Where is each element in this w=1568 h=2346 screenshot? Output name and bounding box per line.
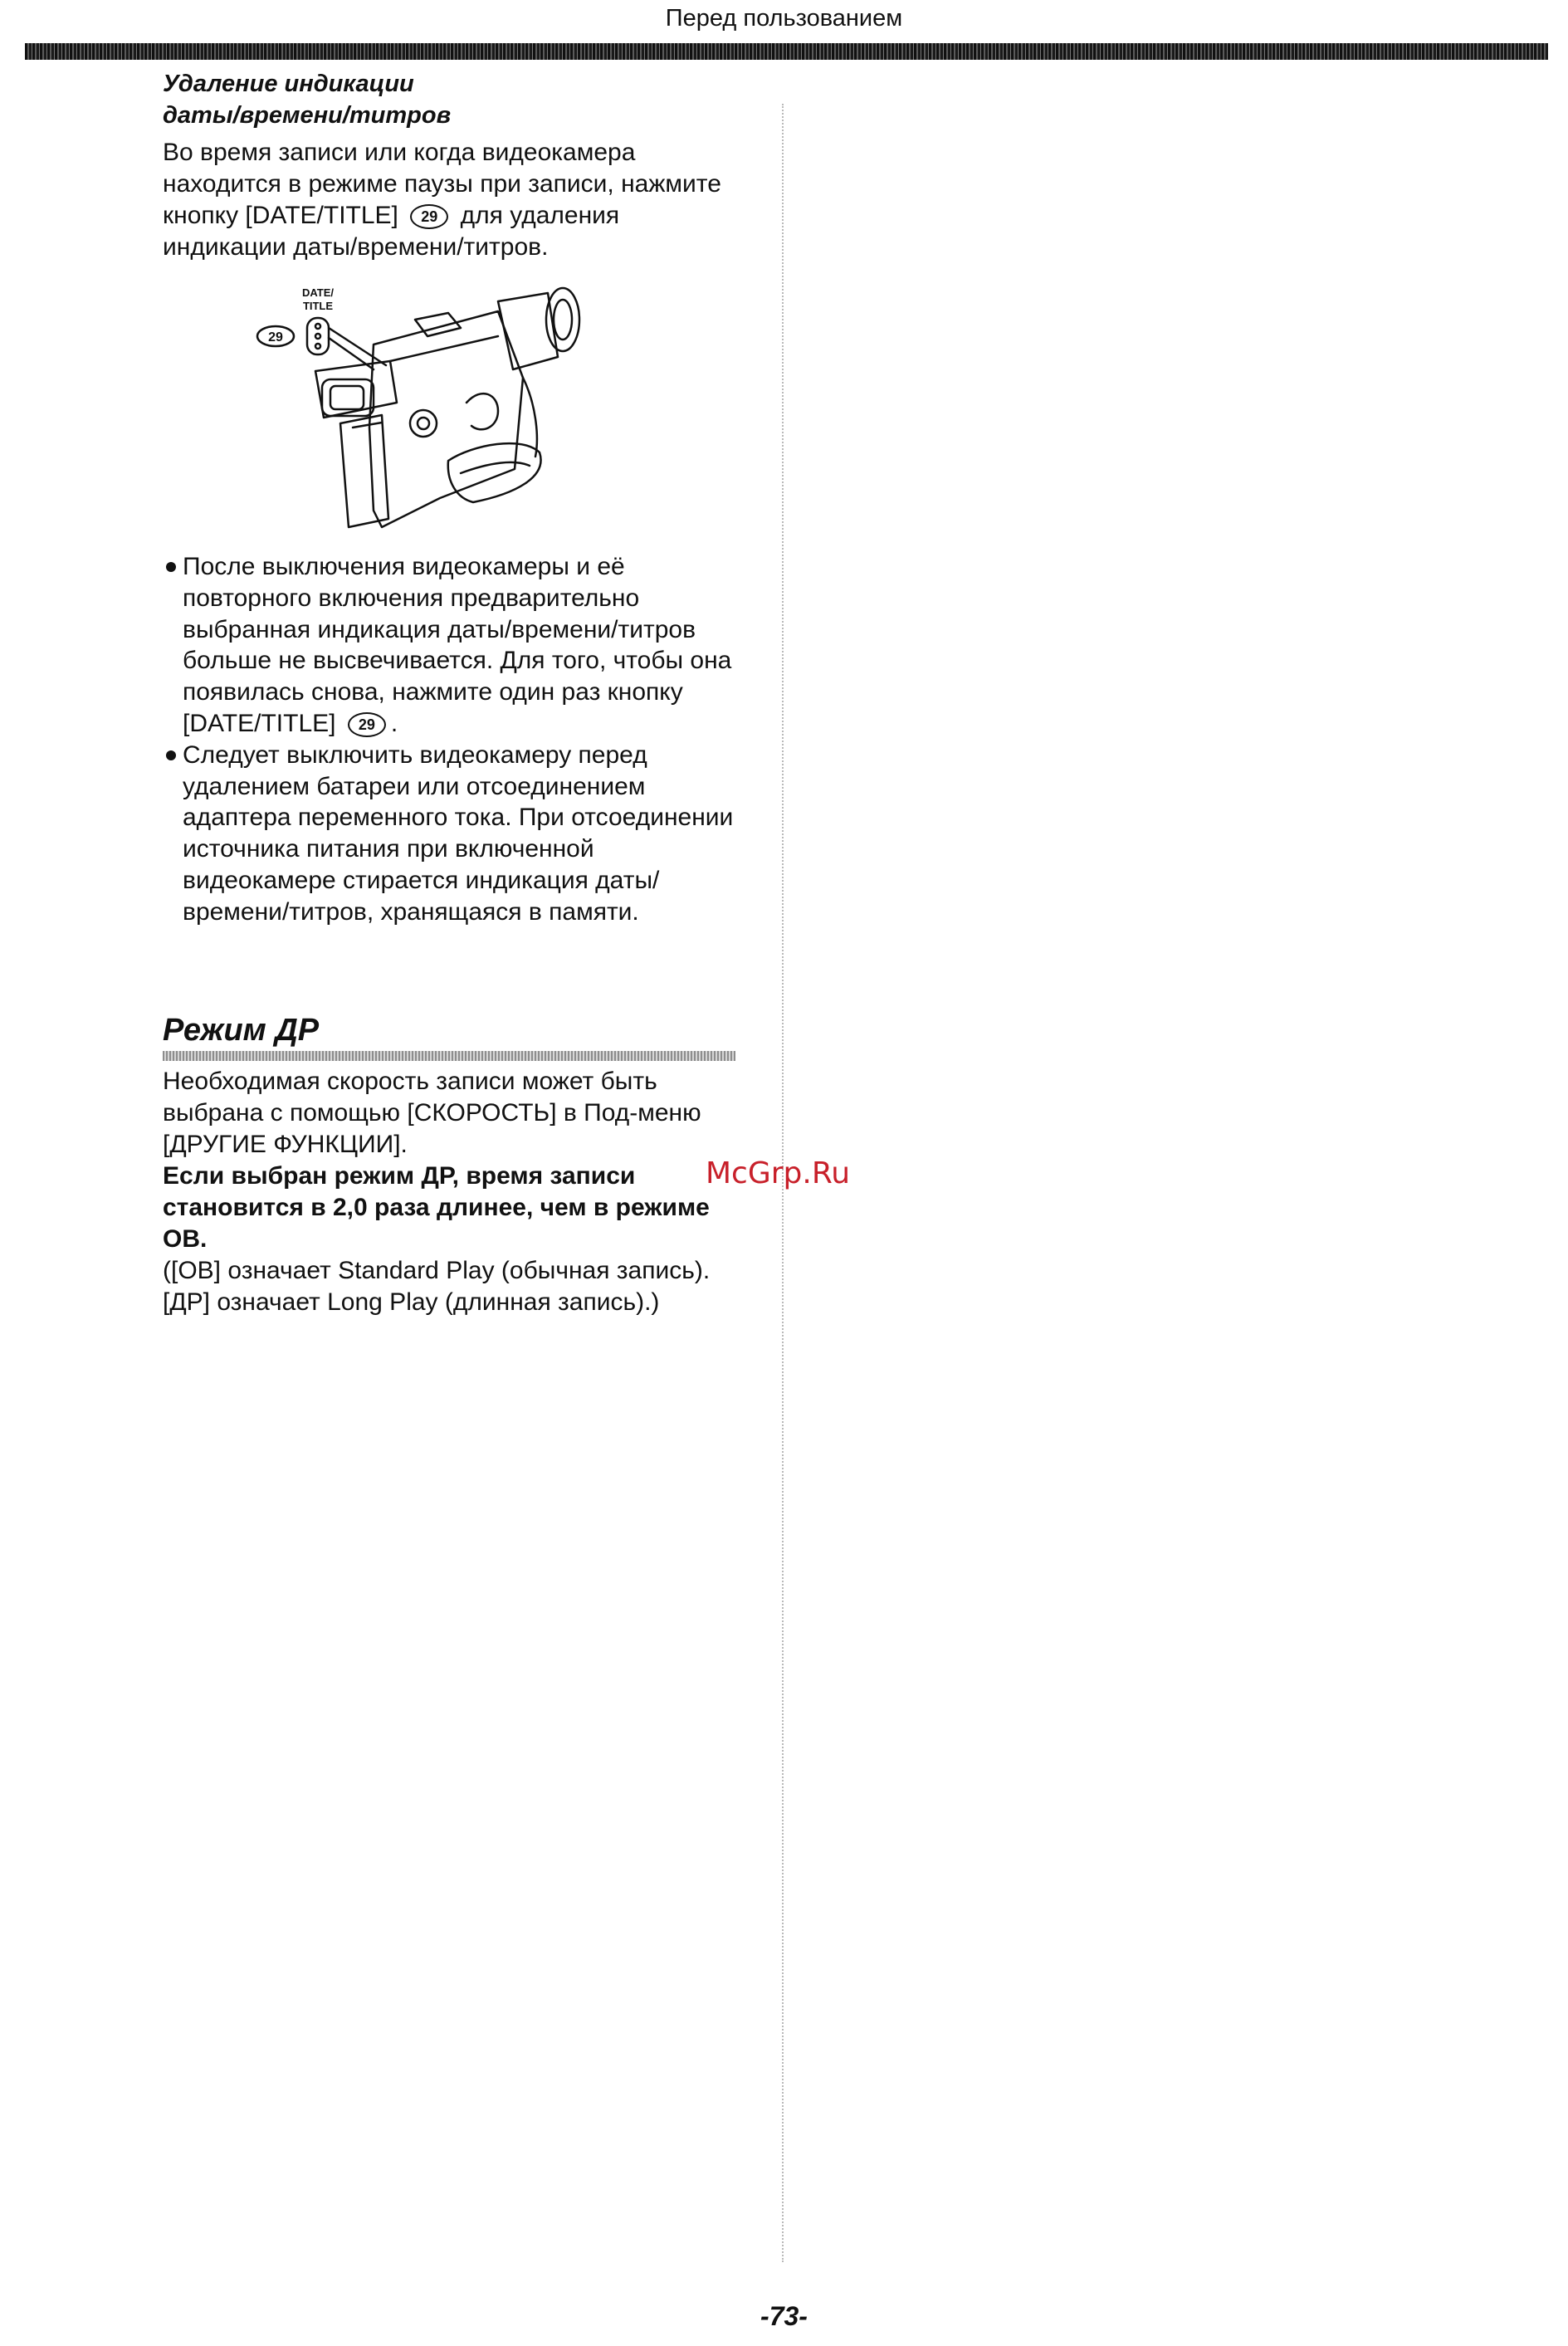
heading-rule [163,1051,735,1061]
notes-list [163,551,744,928]
illus-button-label-1: DATE/ [301,286,335,299]
button-29-badge: 29 [348,712,386,737]
subsection-heading [163,68,677,131]
lp-mode-heading: Режим ДР [163,1013,320,1048]
intro-text: Во время записи или когда видеокамера находится в режиме паузы при записи, нажмите кнопку [DATE/TITLE] [163,139,721,229]
subsection-heading-line2: даты/времени/титров [163,102,452,129]
page-header-title: Перед пользованием [665,5,903,32]
note-item-1-text: После выключения видеокамеры и её повторного включения предварительно выбранная индикация даты/времени/титров больше не высвечивается. Для того, чтобы она появилась снова, нажмите один раз кнопку [DATE/TITLE] [183,553,732,737]
note-item-1-tail: . [390,709,398,737]
lp-mode-bold-text: Если выбран режим ДР, время записи становится в 2,0 раза длинее, чем в режиме ОВ. [163,1162,710,1253]
subsection-heading-line1: Удаление индикации [163,71,414,97]
lp-mode-paragraph [163,1066,744,1318]
note-item-1 [163,551,744,740]
camcorder-illustration [249,278,606,544]
header-band [25,43,1548,60]
button-29-badge: 29 [410,204,448,229]
intro-paragraph [163,137,744,263]
page-number: -73- [760,2301,808,2331]
watermark: McGrp.Ru [706,1156,851,1190]
note-item-2-text: Следует выключить видеокамеру перед удалением батареи или отсоединением адаптера переменного тока. При отсоединении источника питания при включенной видеокамере стирается индикация даты/времени/титров, хранящаяся в памяти. [183,740,734,926]
note-item-2 [163,740,744,928]
illus-button-label-2: TITLE [302,300,334,312]
illus-badge-text: 29 [268,330,283,345]
lp-mode-text: Необходимая скорость записи может быть выбрана с помощью [СКОРОСТЬ] в Под-меню [ДРУГИЕ ФУНКЦИИ]. [163,1068,701,1158]
intro-text-tail: для удаления индикации даты/времени/титров. [163,202,620,261]
lp-mode-note: ([ОВ] означает Standard Play (обычная запись). [ДР] означает Long Play (длинная запись).) [163,1257,711,1316]
